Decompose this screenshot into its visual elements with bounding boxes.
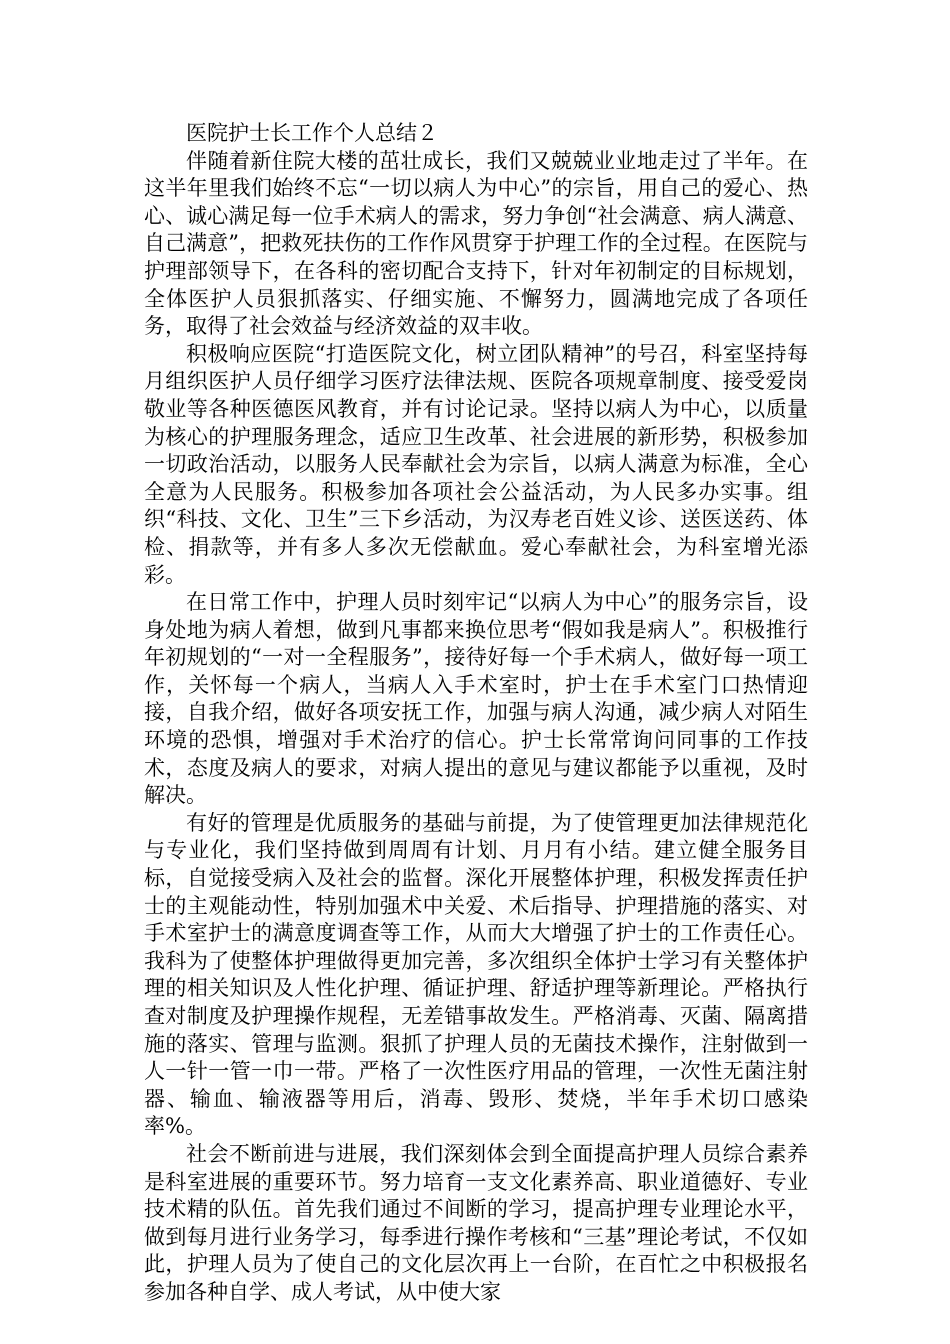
paragraph-5: 社会不断前进与进展，我们深刻体会到全面提高护理人员综合素养是科室进展的重要环节。努力培育一支文化素养高、职业道德好、专业技术精的队伍。首先我们通过不间断的学习，提高护理专业理论水平，做到每月进行业务学习，每季进行操作考核和“三基”理论考试，不仅如此，护理人员为了使自己的文化层次再上一台阶，在百忙之中积极报名参加各种自学、成人考试，从中使大家 [144, 1141, 808, 1304]
document-body [144, 120, 808, 1307]
paragraph-4: 有好的管理是优质服务的基础与前提，为了使管理更加法律规范化与专业化，我们坚持做到周周有计划、月月有小结。建立健全服务目标，自觉接受病入及社会的监督。深化开展整体护理，积极发挥责任护士的主观能动性，特别加强术中关爱、术后指导、护理措施的落实、对手术室护士的满意度调查等工作，从而大大增强了护士的工作责任心。我科为了使整体护理做得更加完善，多次组织全体护士学习有关整体护理的相关知识及人性化护理、循证护理、舒适护理等新理论。严格执行查对制度及护理操作规程，无差错事故发生。严格消毒、灭菌、隔离措施的落实、管理与监测。狠抓了护理人员的无菌技术操作，注射做到一人一针一管一巾一带。严格了一次性医疗用品的管理，一次性无菌注射器、输血、输液器等用后，消毒、毁形、焚烧，半年手术切口感染率%。 [144, 810, 808, 1139]
document-title: 医院护士长工作个人总结２ [186, 121, 438, 145]
paragraph-3: 在日常工作中，护理人员时刻牢记“以病人为中心”的服务宗旨，设身处地为病人着想，做到凡事都来换位思考“假如我是病人”。积极推行年初规划的“一对一全程服务”，接待好每一个手术病人，做好每一项工作，关怀每一个病人，当病人入手术室时，护士在手术室门口热情迎接，自我介绍，做好各项安抚工作，加强与病人沟通，减少病人对陌生环境的恐惧，增强对手术治疗的信心。护士长常常询问同事的工作技术，态度及病人的要求，对病人提出的意见与建议都能予以重视，及时解决。 [144, 590, 808, 808]
paragraph-2: 积极响应医院“打造医院文化，树立团队精神”的号召，科室坚持每月组织医护人员仔细学习医疗法律法规、医院各项规章制度、接受爱岗敬业等各种医德医风教育，并有讨论记录。坚持以病人为中心，以质量为核心的护理服务理念，适应卫生改革、社会进展的新形势，积极参加一切政治活动，以服务人民奉献社会为宗旨，以病人满意为标准，全心全意为人民服务。积极参加各项社会公益活动，为人民多办实事。组织“科技、文化、卫生”三下乡活动，为汉寿老百姓义诊、送医送药、体检、捐款等，并有多人多次无偿献血。爱心奉献社会，为科室增光添彩。 [144, 341, 808, 587]
paragraph-1: 伴随着新住院大楼的茁壮成长，我们又兢兢业业地走过了半年。在这半年里我们始终不忘“一切以病人为中心”的宗旨，用自己的爱心、热心、诚心满足每一位手术病人的需求，努力争创“社会满意、病人满意、自己满意”，把救死扶伤的工作作风贯穿于护理工作的全过程。在医院与护理部领导下，在各科的密切配合支持下，针对年初制定的目标规划，全体医护人员狠抓落实、仔细实施、不懈努力，圆满地完成了各项任务，取得了社会效益与经济效益的双丰收。 [144, 148, 808, 339]
